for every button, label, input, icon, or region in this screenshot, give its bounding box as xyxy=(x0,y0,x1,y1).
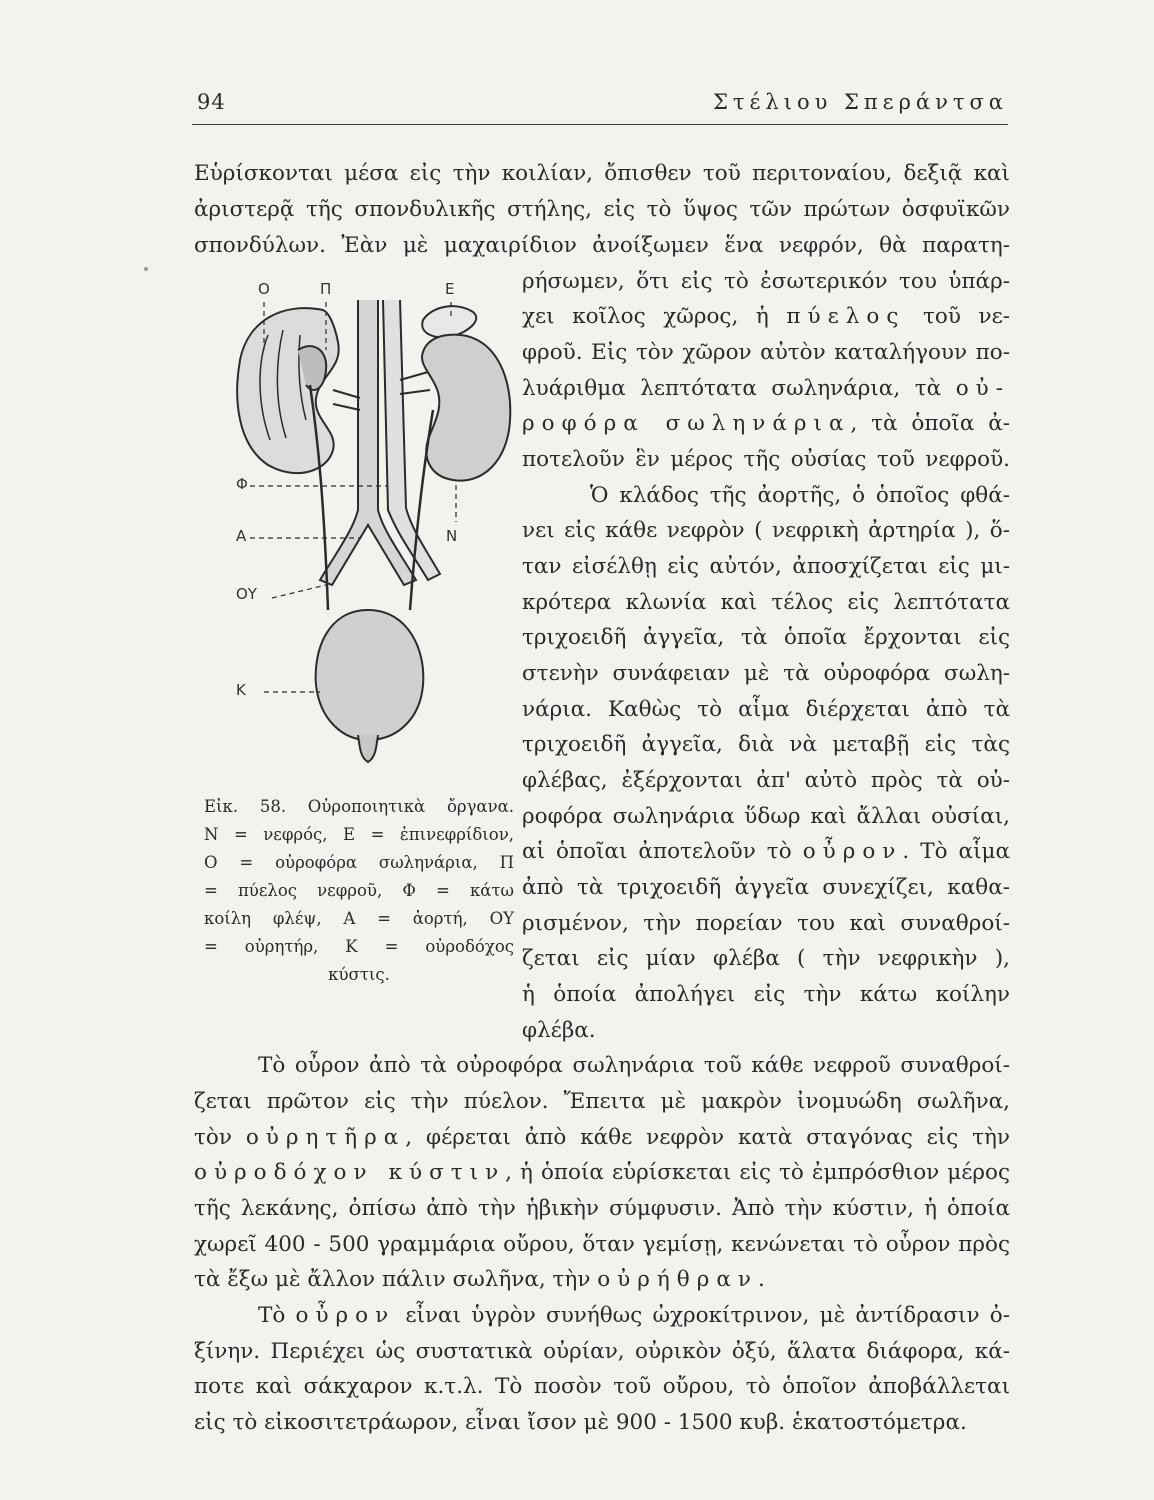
text-line: σπονδύλων. Ἐὰν μὲ μαχαιρίδιον ἀνοίξωμεν ἕνα νεφρόν, θὰ παρατη- xyxy=(194,233,1010,258)
text-line xyxy=(194,1162,1010,1184)
text-line xyxy=(522,841,1010,863)
emphasis-term: οὐ- xyxy=(955,376,1010,401)
text-run: Τὸ xyxy=(258,1303,296,1328)
emphasis-term: οὖρον xyxy=(295,1303,396,1328)
emphasis-term: οὖρον xyxy=(802,839,903,864)
text-run: . xyxy=(757,1267,765,1292)
figure-caption-line: Ο = οὐροφόρα σωληνάρια, Π xyxy=(204,853,514,872)
text-line xyxy=(522,306,1010,328)
emphasis-term: οὐρήθραν xyxy=(597,1267,758,1292)
emphasis-term: οὐρητῆρα xyxy=(245,1125,406,1150)
text-run: , φέρεται ἀπὸ κάθε νεφρὸν κατὰ σταγόνας εἰς τὴν xyxy=(405,1125,1010,1150)
text-line: ρήσωμεν, ὅτι εἰς τὸ ἐσωτερικόν του ὑπάρ- xyxy=(522,269,1010,294)
figure-caption-line: κύστις. xyxy=(328,965,390,984)
text-line xyxy=(194,1269,765,1291)
text-run: , τὰ ὁποῖα ἀ- xyxy=(850,411,1010,436)
text-line: ζεται πρῶτον εἰς τὴν πύελον. Ἔπειτα μὲ μακρὸν ἰνομυώδη σωλῆνα, xyxy=(194,1089,1010,1114)
text-run: αἱ ὁποῖαι ἀποτελοῦν τὸ xyxy=(522,839,803,864)
text-line: ποτε καὶ σάκχαρον κ.τ.λ. Τὸ ποσὸν τοῦ οὔρου, τὸ ὁποῖον ἀποβάλλεται xyxy=(194,1374,1010,1399)
urethra xyxy=(358,735,378,762)
text-run: . Τὸ αἷμα xyxy=(902,839,1010,864)
left-renal-vessel xyxy=(333,390,360,410)
text-line xyxy=(258,1305,1010,1327)
leader-line-OY xyxy=(272,585,326,598)
bladder xyxy=(316,610,424,740)
emphasis-term: ροφόρα σωληνάρια xyxy=(522,411,851,436)
text-line: ἀριστερᾷ τῆς σπονδυλικῆς στήλης, εἰς τὸ ὕψος τῶν πρώτων ὀσφυϊκῶν xyxy=(194,197,1010,222)
figure-caption-title: Εἰκ. 58. Οὐροποιητικὰ ὄργανα. xyxy=(204,797,514,816)
figure-label-F: Φ xyxy=(236,475,248,493)
text-run: χει κοῖλος χῶρος, ἡ xyxy=(522,304,787,329)
adrenal-gland xyxy=(422,306,476,337)
emphasis-term: πύελος xyxy=(786,304,906,329)
page-number: 94 xyxy=(197,90,226,114)
text-line: εἰς τὸ εἰκοσιτετράωρον, εἶναι ἴσον μὲ 900 - 1500 κυβ. ἑκατοστόμετρα. xyxy=(194,1410,967,1435)
figure-label-K: Κ xyxy=(236,681,246,699)
text-line: Τὸ οὖρον ἀπὸ τὰ οὐροφόρα σωληνάρια τοῦ κάθε νεφροῦ συναθροί- xyxy=(258,1053,1010,1078)
text-line: νάρια. Καθὼς τὸ αἷμα διέρχεται ἀπὸ τὰ xyxy=(522,697,1010,722)
left-kidney xyxy=(237,308,339,473)
figure-label-A: Α xyxy=(236,527,247,545)
figure-label-N: Ν xyxy=(446,527,458,545)
figure-caption-line: = πύελος νεφροῦ, Φ = κάτω xyxy=(204,881,514,900)
text-line: τριχοειδῆ ἀγγεῖα, τὰ ὁποῖα ἔρχονται εἰς xyxy=(522,625,1010,650)
text-line: νει εἰς κάθε νεφρὸν ( νεφρικὴ ἀρτηρία ), ὅ- xyxy=(522,518,1010,543)
figure-caption-line: = οὐρητήρ, Κ = οὐροδόχος xyxy=(204,937,514,956)
text-line: φλέβα. xyxy=(522,1018,596,1043)
text-line: Ὁ κλάδος τῆς ἀορτῆς, ὁ ὁποῖος φθά- xyxy=(590,483,1010,508)
text-line: Εὑρίσκονται μέσα εἰς τὴν κοιλίαν, ὄπισθεν τοῦ περιτοναίου, δεξιᾷ καὶ xyxy=(194,161,1010,186)
text-line xyxy=(522,378,1010,400)
page-speck xyxy=(144,267,148,271)
figure-label-OY: ΟΥ xyxy=(236,585,257,603)
text-line: τριχοειδῆ ἀγγεῖα, διὰ νὰ μεταβῇ εἰς τὰς xyxy=(522,732,1010,757)
text-line: ξίνην. Περιέχει ὡς συστατικὰ οὐρίαν, οὐρικὸν ὀξύ, ἅλατα διάφορα, κά- xyxy=(194,1339,1010,1364)
text-run: εἶναι ὑγρὸν συνήθως ὠχροκίτρινον, μὲ ἀντίδρασιν ὀ- xyxy=(395,1303,1010,1328)
right-kidney xyxy=(422,335,510,481)
text-run: , ἡ ὁποία εὑρίσκεται εἰς τὸ ἐμπρόσθιον μέρος xyxy=(505,1160,1010,1185)
urinary-organs-illustration xyxy=(228,280,518,780)
text-line: χωρεῖ 400 - 500 γραμμάρια οὔρου, ὅταν γεμίσῃ, κενώνεται τὸ οὖρον πρὸς xyxy=(194,1232,1010,1257)
figure-label-P: Π xyxy=(320,280,332,298)
text-line: φροῦ. Εἰς τὸν χῶρον αὐτὸν καταλήγουν πο- xyxy=(522,340,1010,365)
text-line: ἀπὸ τὰ τριχοειδῆ ἀγγεῖα συνεχίζει, καθα- xyxy=(522,875,1010,900)
text-line: τῆς λεκάνης, ὀπίσω ἀπὸ τὴν ἡβικὴν σύμφυσιν. Ἀπὸ τὴν κύστιν, ἡ ὁποία xyxy=(194,1196,1010,1221)
text-line: κρότερα κλωνία καὶ τέλος εἰς λεπτότατα xyxy=(522,590,1010,615)
text-run: τὸν xyxy=(194,1125,246,1150)
text-line: ἡ ὁποία ἀπολήγει εἰς τὴν κάτω κοίλην xyxy=(522,982,1010,1007)
figure-label-E: Ε xyxy=(445,280,455,298)
text-line: φλέβας, ἐξέρχονται ἀπ' αὐτὸ πρὸς τὰ οὐ- xyxy=(522,768,1010,793)
figure-caption-line: Ν = νεφρός, Ε = ἐπινεφρίδιον, xyxy=(204,825,514,844)
emphasis-term: οὐροδόχον κύστιν xyxy=(194,1160,506,1185)
text-run: τοῦ νε- xyxy=(905,304,1010,329)
text-line: ταν εἰσέλθῃ εἰς αὐτόν, ἀποσχίζεται εἰς μι- xyxy=(522,554,1010,579)
text-line xyxy=(522,413,1010,435)
running-head: Στέλιου Σπεράντσα xyxy=(713,90,1008,114)
text-line: ροφόρα σωληνάρια ὕδωρ καὶ ἄλλαι οὐσίαι, xyxy=(522,804,1010,829)
text-line: ζεται εἰς μίαν φλέβα ( τὴν νεφρικὴν ), xyxy=(522,946,1010,971)
text-line: ποτελοῦν ἓν μέρος τῆς οὐσίας τοῦ νεφροῦ. xyxy=(522,447,1010,472)
text-line: ρισμένον, τὴν πορείαν του καὶ συναθροί- xyxy=(522,911,1010,936)
figure-caption-line: κοίλη φλέψ, Α = ἀορτή, ΟΥ xyxy=(204,909,514,928)
figure-label-O: Ο xyxy=(258,280,270,298)
text-run: τὰ ἔξω μὲ ἄλλον πάλιν σωλῆνα, τὴν xyxy=(194,1267,598,1292)
text-line: στενὴν συνάφειαν μὲ τὰ οὐροφόρα σωλη- xyxy=(522,661,1010,686)
right-renal-vessel xyxy=(400,372,430,394)
text-run: λυάριθμα λεπτότατα σωληνάρια, τὰ xyxy=(522,376,956,401)
header-rule xyxy=(192,124,1008,125)
text-line xyxy=(194,1127,1010,1149)
